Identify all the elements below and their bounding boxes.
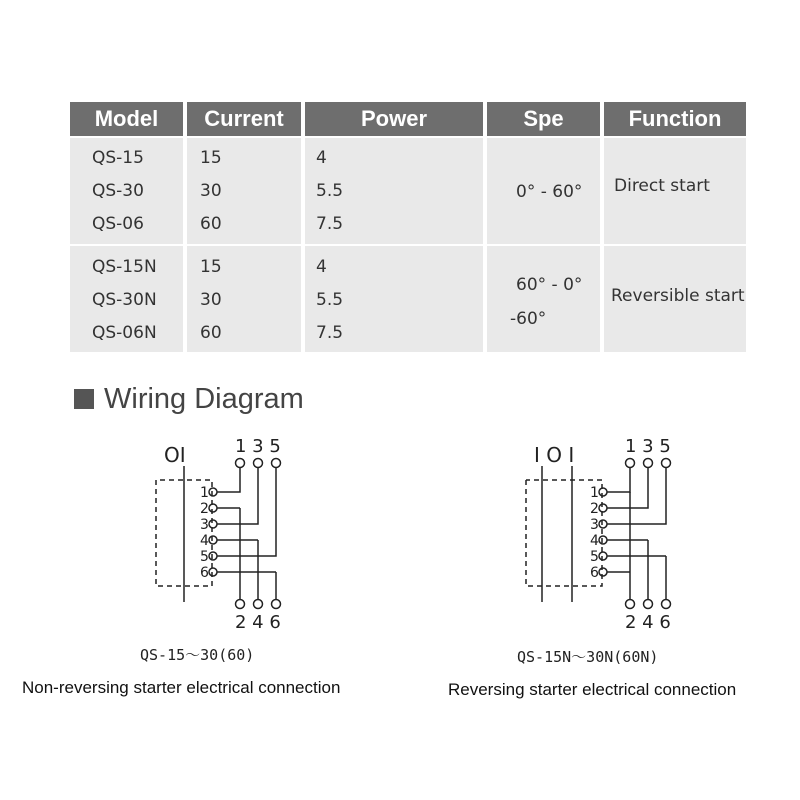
model-value: QS-15	[92, 148, 144, 168]
current-value: 30	[200, 181, 222, 201]
spe-value: -60°	[510, 309, 547, 329]
power-value: 5.5	[316, 290, 344, 310]
contact-number: 4	[200, 533, 209, 549]
model-value: QS-06	[92, 214, 144, 234]
bottom-terminal-numbers: 2 4 6	[235, 612, 281, 633]
header-model: Model	[70, 102, 183, 136]
power-value: 7.5	[316, 323, 344, 343]
model-value: QS-15N	[92, 257, 157, 277]
header-function: Function	[604, 102, 746, 136]
header-power: Power	[305, 102, 483, 136]
power-value: 4	[316, 148, 327, 168]
header-spe: Spe	[487, 102, 600, 136]
function-value: Reversible start	[611, 286, 745, 306]
wiring-diagram-non-reversing	[140, 430, 320, 633]
current-value: 60	[200, 323, 222, 343]
current-value: 15	[200, 148, 222, 168]
contact-number: 2	[590, 501, 599, 517]
contact-number: 1	[200, 485, 209, 501]
spe-value: 60° - 0°	[516, 275, 583, 295]
header-current: Current	[187, 102, 301, 136]
current-value: 15	[200, 257, 222, 277]
diagram-caption: Non-reversing starter electrical connection	[22, 678, 341, 697]
group2-spe-cell	[487, 246, 600, 352]
power-value: 7.5	[316, 214, 344, 234]
wiring-diagram-reversing	[510, 430, 690, 633]
contact-number: 1	[590, 485, 599, 501]
current-value: 60	[200, 214, 222, 234]
contact-number: 3	[200, 517, 209, 533]
model-value: QS-30N	[92, 290, 157, 310]
diagram-caption: Reversing starter electrical connection	[448, 680, 737, 699]
contact-number: 4	[590, 533, 599, 549]
top-terminal-numbers: 1 3 5	[625, 436, 671, 457]
spec-table	[70, 102, 746, 352]
contact-number: 6	[590, 565, 599, 581]
contact-number: 2	[200, 501, 209, 517]
contact-number: 6	[200, 565, 209, 581]
spe-value: 0° - 60°	[516, 182, 583, 202]
model-value: QS-06N	[92, 323, 157, 343]
switch-position-label: OI	[164, 443, 186, 467]
diagram-model-label: QS-15～30(60)	[140, 646, 255, 664]
current-value: 30	[200, 290, 222, 310]
diagram-model-label: QS-15N～30N(60N)	[517, 648, 659, 666]
top-terminal-numbers: 1 3 5	[235, 436, 281, 457]
contact-number: 5	[590, 549, 599, 565]
section-heading	[74, 382, 304, 416]
model-value: QS-30	[92, 181, 144, 201]
function-value: Direct start	[614, 176, 710, 196]
contact-number: 3	[590, 517, 599, 533]
power-value: 4	[316, 257, 327, 277]
heading-square-icon	[74, 389, 94, 409]
wiring-diagram-svg	[140, 430, 320, 633]
switch-position-label: I O I	[534, 443, 575, 467]
power-value: 5.5	[316, 181, 344, 201]
contact-number: 5	[200, 549, 209, 565]
section-title: Wiring Diagram	[104, 382, 304, 415]
wiring-diagram-svg	[510, 430, 690, 633]
bottom-terminal-numbers: 2 4 6	[625, 612, 671, 633]
